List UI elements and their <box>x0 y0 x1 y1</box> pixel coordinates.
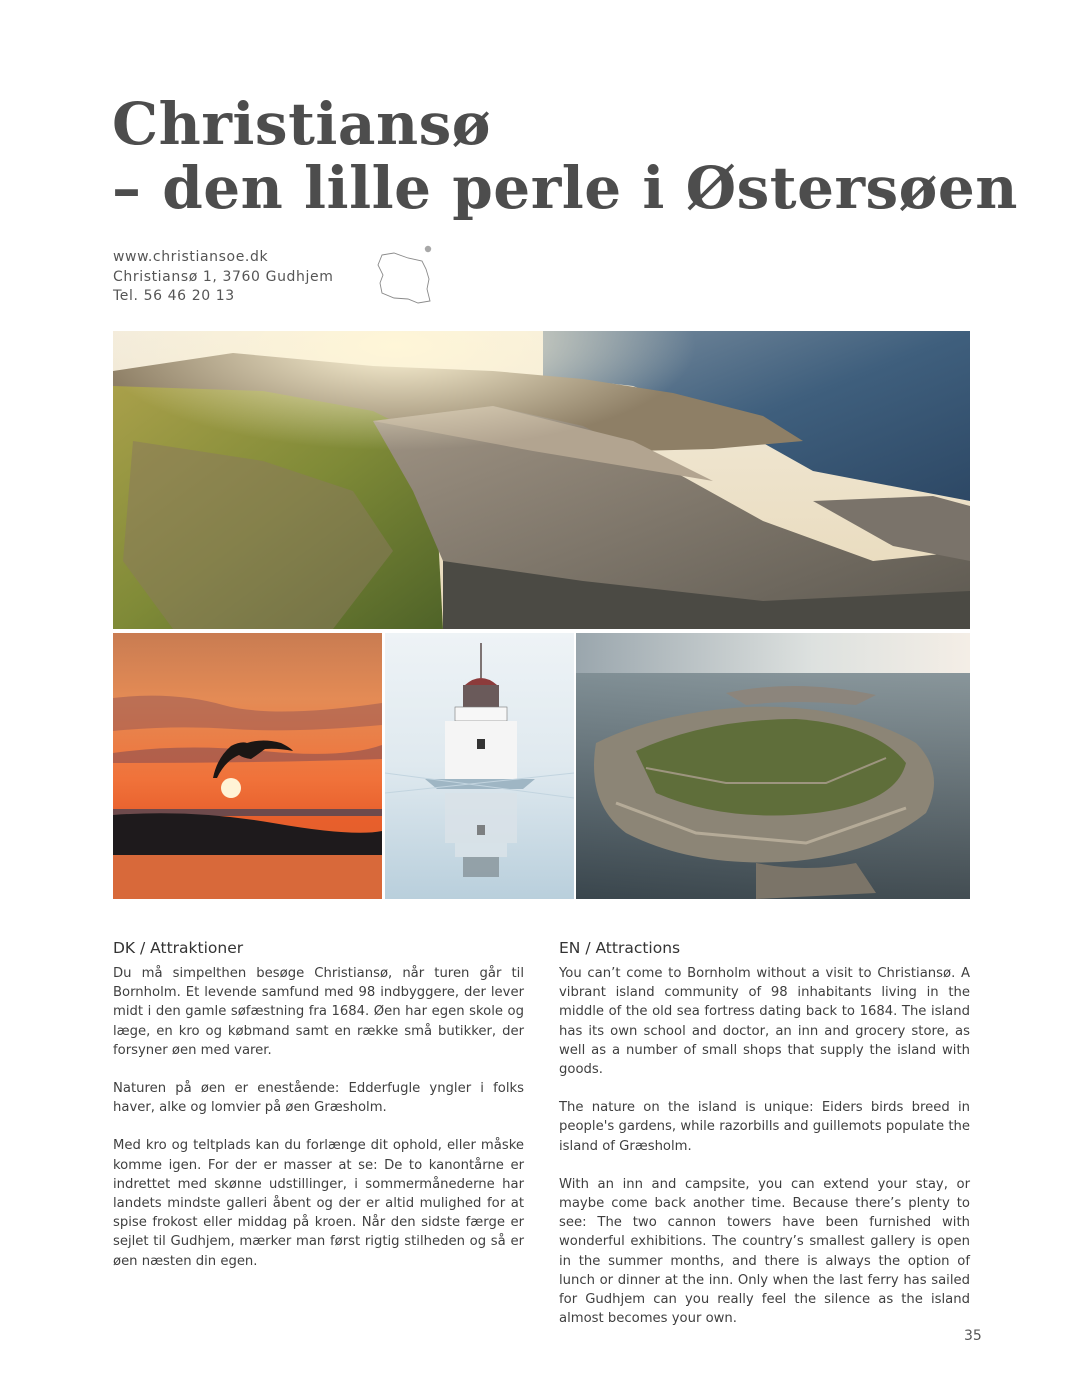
en-paragraph-1: You can’t come to Bornholm without a visit to Christiansø. A vibrant island community of 98 inhabitants living in the middle of the old sea fortress dating back to 1684. The island has its own school and doctor, an inn and grocery store, as well as a number of small shops that supply the island with goods. <box>559 966 970 1078</box>
aerial-island-photo <box>576 633 970 899</box>
contact-info <box>113 248 333 307</box>
en-heading: EN / Attractions <box>559 939 681 957</box>
website-link[interactable]: www.christiansoe.dk <box>113 249 269 265</box>
island-outline-map-icon <box>374 243 436 307</box>
phone-text: Tel. 56 46 20 13 <box>113 288 235 304</box>
en-paragraph-3: With an inn and campsite, you can extend your stay, or maybe come back another time. Because there’s plenty to see: The two cannon towers have been furnished with wonderful exhibitions. The country’s smallest gallery is open in the summer months, and there is always the option of lunch or dinner at the inn. Only when the last ferry has sailed for Gudhjem can you really feel the silence as the island almost becomes your own. <box>559 1176 970 1327</box>
page-title-line-1: Christiansø <box>112 90 491 158</box>
sunset-bird-photo <box>113 633 382 899</box>
en-column <box>559 938 970 1347</box>
page-title-line-2: – den lille perle i Østersøen <box>112 154 1018 222</box>
lighthouse-photo <box>385 633 574 899</box>
address-text: Christiansø 1, 3760 Gudhjem <box>113 268 334 285</box>
dk-paragraph-1: Du må simpelthen besøge Christiansø, når turen går til Bornholm. Et levende samfund med 98 indbyggere, der lever midt i den gamle søfæstning fra 1684. Øen har egen skole og læge, en kro og købmand samt en række små butikker, der forsyner øen med varer. <box>113 966 524 1058</box>
en-paragraph-2: The nature on the island is unique: Eiders birds breed in people's gardens, while razorbills and guillemots populate the island of Græsholm. <box>559 1100 970 1154</box>
page-number: 35 <box>964 1328 982 1344</box>
fortress-wall-photo <box>113 331 970 629</box>
page-title <box>112 90 1018 222</box>
dk-heading: DK / Attraktioner <box>113 939 244 957</box>
dk-paragraph-3: Med kro og teltplads kan du forlænge dit ophold, eller måske komme igen. For der er masser at se: De to kanontårne er indrettet med skønne udstillinger, i sommermånederne har landets mindste galleri åbent og der er altid mulighed for at spise frokost eller middag på kroen. Når den sidste færge er sejlet til Gudhjem, mærker man først rigtig stilheden og så er øen næsten din egen. <box>113 1138 524 1269</box>
dk-column <box>113 938 524 1290</box>
dk-paragraph-2: Naturen på øen er enestående: Edderfugle yngler i folks haver, alke og lomvier på øen Græsholm. <box>113 1081 524 1116</box>
